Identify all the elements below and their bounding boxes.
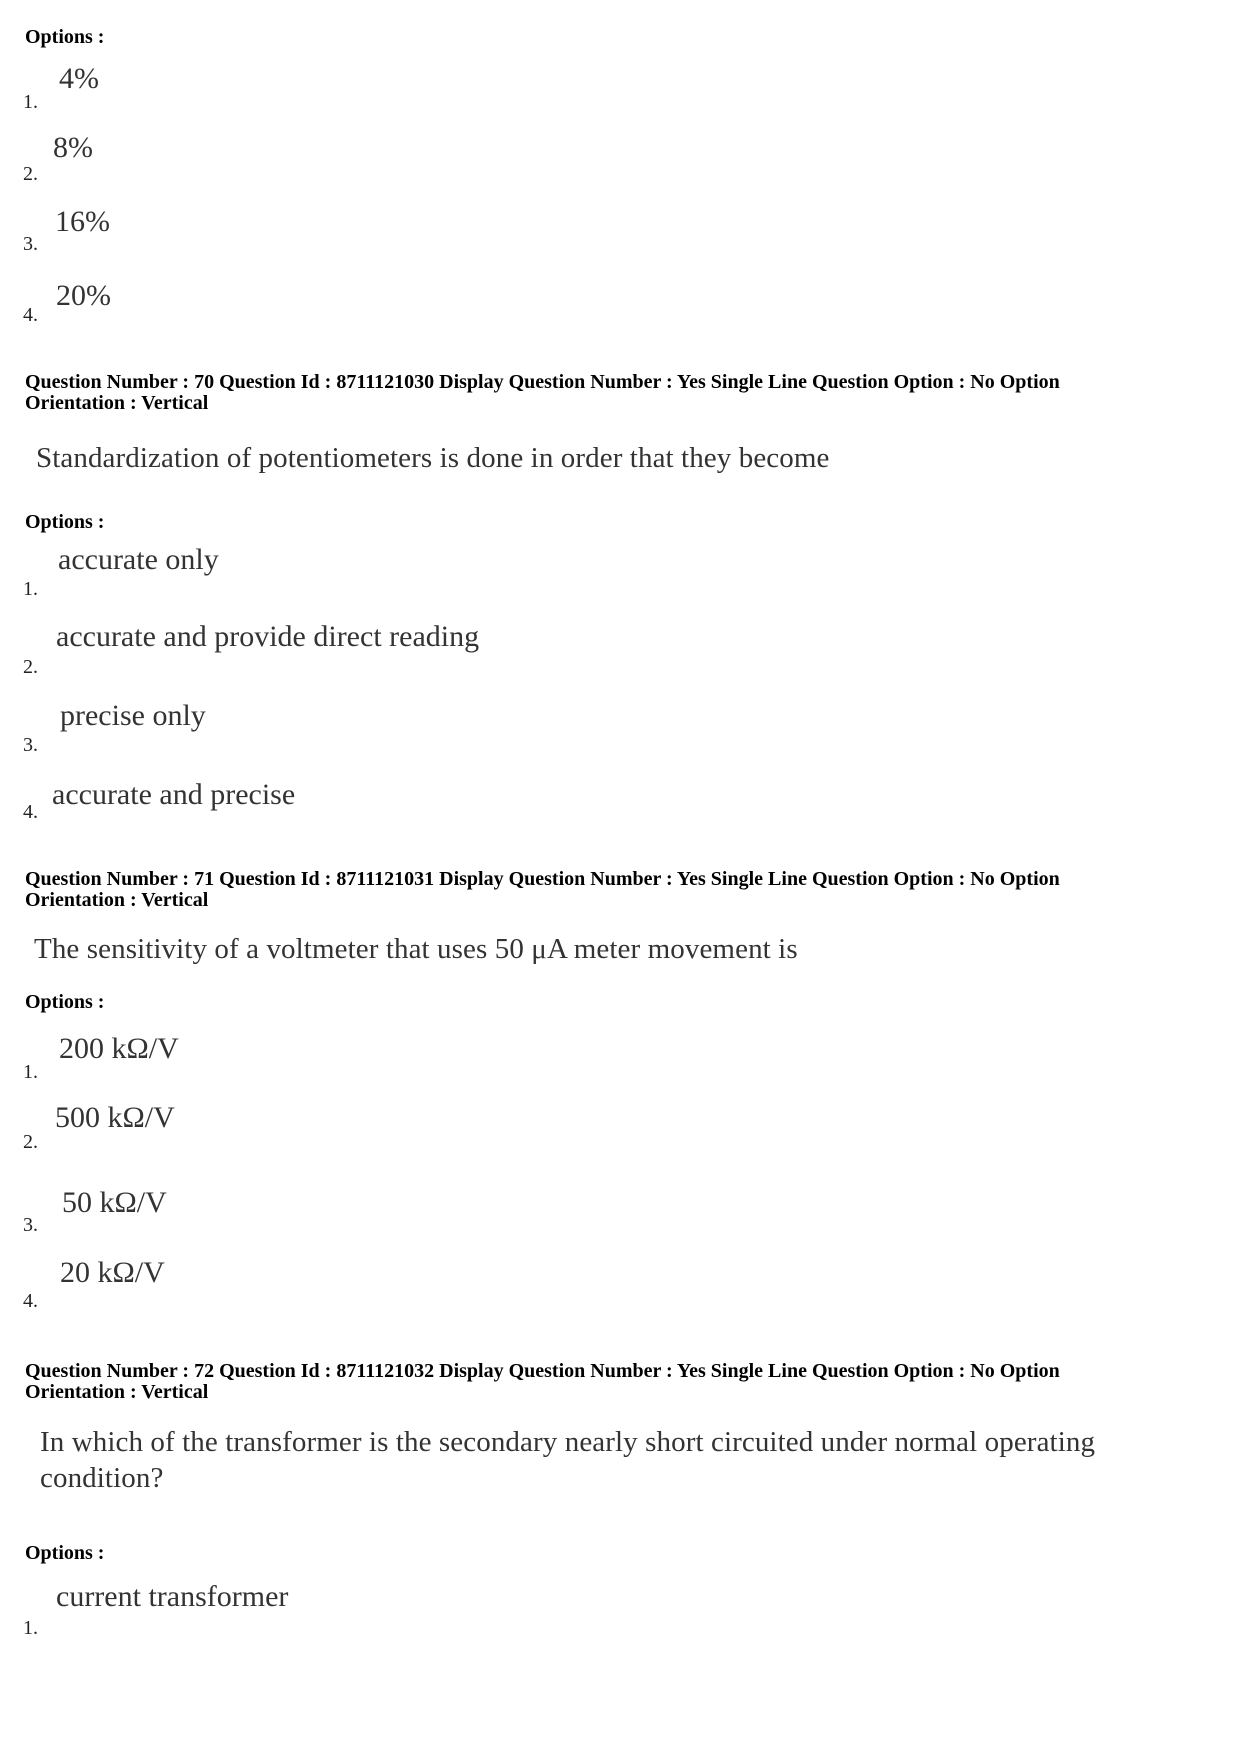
question-meta	[25, 1361, 1205, 1403]
question-text: Standardization of potentiometers is done in order that they become	[36, 442, 830, 474]
question-meta-line: Orientation : Vertical	[25, 392, 209, 414]
option-number: 4.	[23, 801, 38, 823]
option-number: 1.	[23, 1617, 38, 1639]
option-text: 4%	[59, 62, 99, 95]
option-text: 20 kΩ/V	[60, 1256, 165, 1289]
options-heading: Options :	[25, 511, 105, 533]
option-number: 4.	[23, 1290, 38, 1312]
option-number: 1.	[23, 578, 38, 600]
option-text: current transformer	[56, 1580, 289, 1613]
question-meta-line: Orientation : Vertical	[25, 1381, 209, 1403]
option-number: 2.	[23, 1131, 38, 1153]
question-meta-line: Question Number : 70 Question Id : 8711121030 Display Question Number : Yes Single Line Question Option : No Option	[25, 371, 1060, 393]
option-number: 3.	[23, 734, 38, 756]
option-number: 3.	[23, 1214, 38, 1236]
option-number: 2.	[23, 163, 38, 185]
question-meta-line: Question Number : 72 Question Id : 8711121032 Display Question Number : Yes Single Line Question Option : No Option	[25, 1360, 1060, 1382]
options-heading: Options :	[25, 991, 105, 1013]
question-text	[40, 1424, 1095, 1496]
option-text: 20%	[56, 279, 111, 312]
question-text-line: In which of the transformer is the secondary nearly short circuited under normal operating	[40, 1426, 1096, 1458]
option-text: precise only	[60, 699, 206, 732]
option-text: 50 kΩ/V	[62, 1186, 167, 1219]
option-number: 2.	[23, 656, 38, 678]
option-text: 500 kΩ/V	[55, 1101, 175, 1134]
option-number: 1.	[23, 1061, 38, 1083]
option-text: accurate only	[58, 543, 219, 576]
question-meta	[25, 869, 1205, 911]
options-heading: Options :	[25, 26, 105, 48]
option-text: 200 kΩ/V	[59, 1032, 179, 1065]
option-text: accurate and provide direct reading	[56, 620, 480, 653]
option-number: 1.	[23, 91, 38, 113]
question-text-line: condition?	[40, 1462, 164, 1494]
option-text: accurate and precise	[52, 778, 296, 811]
question-meta	[25, 372, 1205, 414]
option-text: 16%	[55, 205, 110, 238]
option-number: 3.	[23, 233, 38, 255]
question-meta-line: Question Number : 71 Question Id : 8711121031 Display Question Number : Yes Single Line Question Option : No Option	[25, 868, 1060, 890]
question-meta-line: Orientation : Vertical	[25, 889, 209, 911]
option-text: 8%	[53, 131, 93, 164]
question-text: The sensitivity of a voltmeter that uses 50 μA meter movement is	[34, 933, 798, 965]
options-heading: Options :	[25, 1542, 105, 1564]
option-number: 4.	[23, 304, 38, 326]
